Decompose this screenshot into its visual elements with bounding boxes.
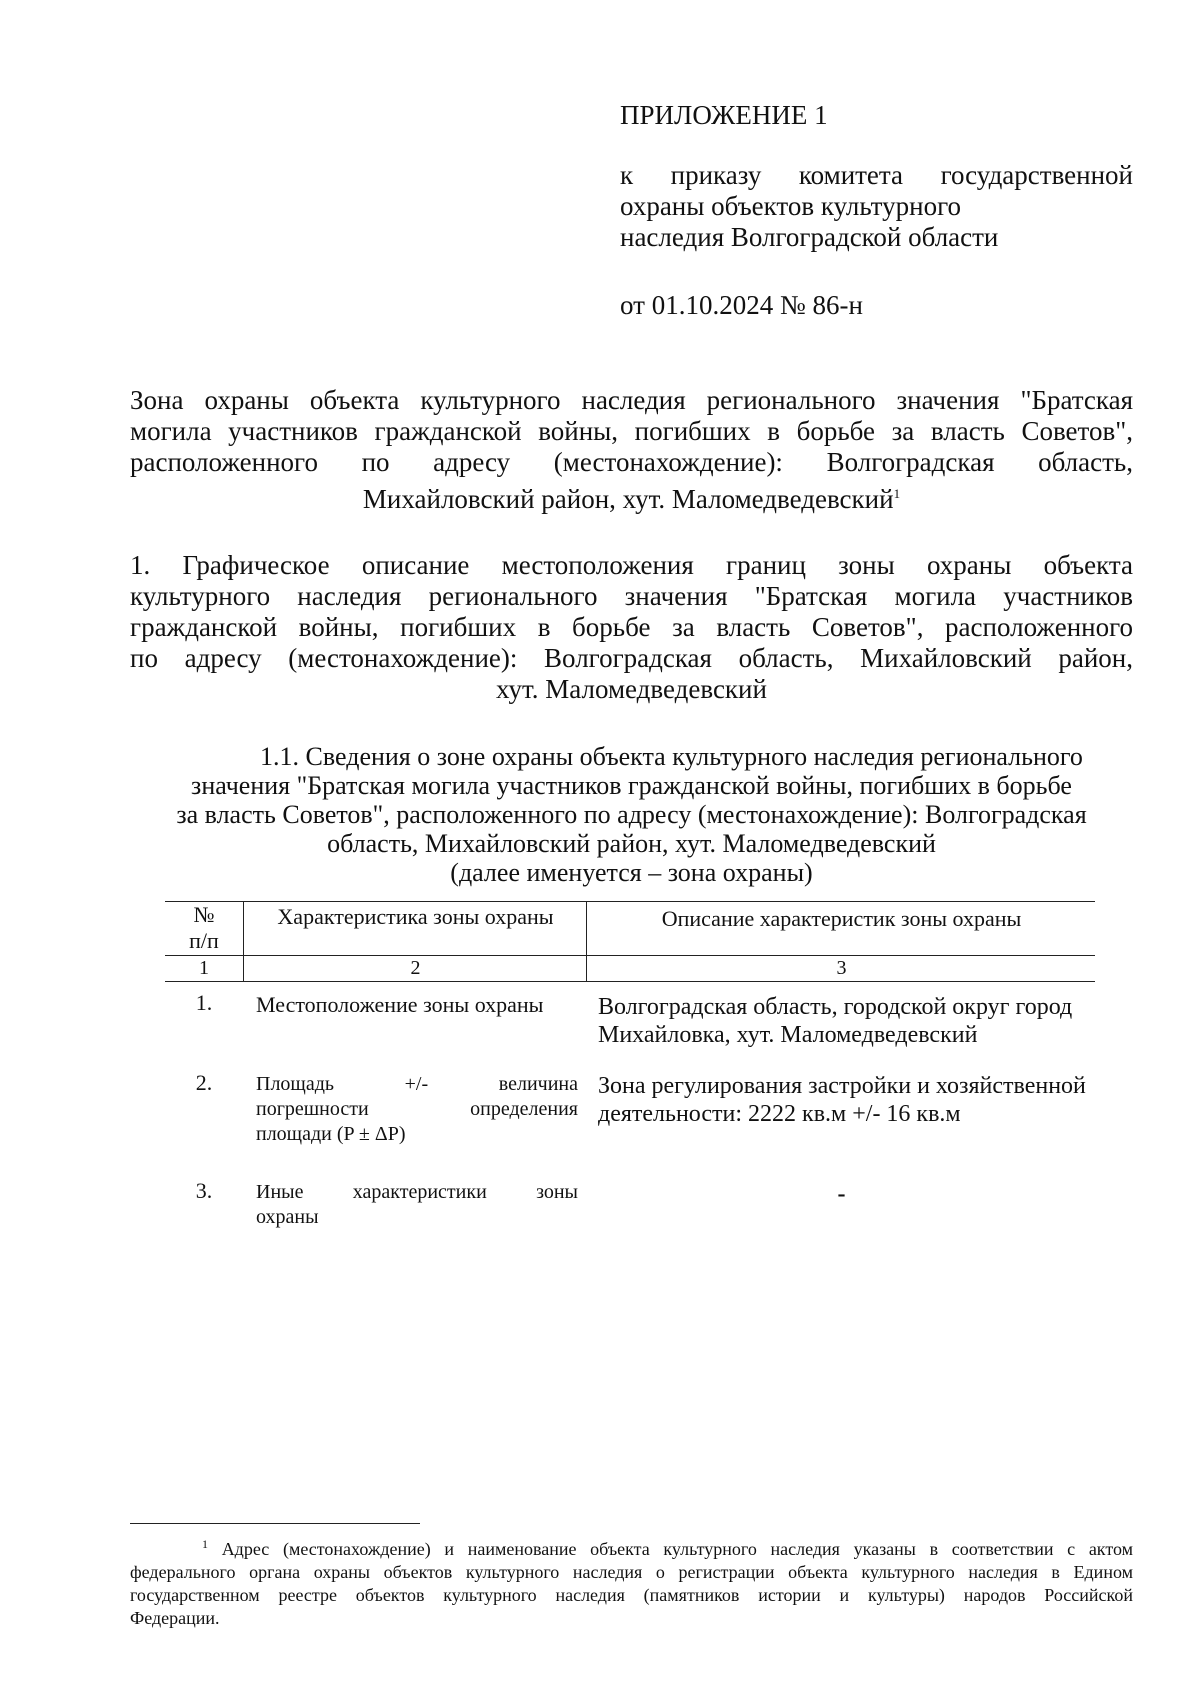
section-1-1-line: область, Михайловский район, хут. Маломедведевский xyxy=(327,829,936,858)
row-description-line: Зона регулирования застройки и хозяйственной xyxy=(598,1073,1086,1099)
section-1-line: культурного наследия регионального значения "Братская могила участников xyxy=(130,581,1133,611)
section-1-line: гражданской войны, погибших в борьбе за власть Советов", расположенного xyxy=(130,612,1133,642)
table-column-divider xyxy=(586,901,587,981)
section-1-line: хут. Маломедведевский xyxy=(496,674,767,704)
header-number xyxy=(165,902,243,954)
section-1-line: по адресу (местонахождение): Волгоградская область, Михайловский район, xyxy=(130,643,1133,673)
title-line: могила участников гражданской войны, погибших в борьбе за власть Советов", xyxy=(130,416,1133,446)
appendix-reference xyxy=(620,160,1133,253)
table-number-row-border xyxy=(165,981,1095,982)
footnote-line: государственном реестре объектов культурного наследия (памятников истории и культуры) народов Российской xyxy=(130,1585,1133,1605)
header-description: Описание характеристик зоны охраны xyxy=(661,906,1022,931)
appendix-date: от 01.10.2024 № 86-н xyxy=(620,290,863,320)
row-description-line: деятельности: 2222 кв.м +/- 16 кв.м xyxy=(598,1101,961,1127)
section-1-line: 1. Графическое описание местоположения границ зоны охраны объекта xyxy=(130,550,1133,580)
row-characteristic-line: Иные характеристики зоны xyxy=(256,1181,578,1203)
table-top-border xyxy=(165,901,1095,902)
appendix-reference-line: охраны объектов культурного xyxy=(620,191,961,221)
title-line: расположенного по адресу (местонахождение): Волгоградская область, xyxy=(130,447,1133,477)
footnote-line xyxy=(130,1533,1133,1561)
section-1-1 xyxy=(130,742,1133,887)
document-title xyxy=(130,385,1133,515)
column-number: 2 xyxy=(410,957,421,979)
row-characteristic-line: Площадь +/- величина xyxy=(256,1073,578,1095)
footnote-separator xyxy=(130,1523,420,1524)
footnote-reference[interactable]: 1 xyxy=(893,486,901,501)
row-description xyxy=(598,993,1095,1049)
footnote-line: Федерации. xyxy=(130,1608,220,1628)
row-description: - xyxy=(837,1181,846,1207)
footnote-line: федерального органа охраны объектов культурного наследия о регистрации объекта культурного наследия в Едином xyxy=(130,1562,1133,1582)
row-description-line: Волгоградская область, городской округ город xyxy=(598,994,1073,1020)
row-number: 1. xyxy=(195,990,213,1015)
column-number: 1 xyxy=(199,957,209,979)
appendix-reference-line: наследия Волгоградской области xyxy=(620,222,999,252)
section-1-1-line: 1.1. Сведения о зоне охраны объекта культурного наследия регионального xyxy=(260,742,1083,771)
title-line: Зона охраны объекта культурного наследия регионального значения "Братская xyxy=(130,385,1133,415)
section-1-1-line: значения "Братская могила участников гражданской войны, погибших в борьбе xyxy=(191,771,1072,800)
row-characteristic-line: погрешности определения xyxy=(256,1098,578,1120)
appendix-reference-line: к приказу комитета государственной xyxy=(620,160,1133,190)
row-characteristic xyxy=(256,1072,578,1147)
row-description xyxy=(598,1072,1095,1128)
footnote-text: Адрес (местонахождение) и наименование объекта культурного наследия указаны в соответствии с актом xyxy=(221,1539,1133,1559)
row-characteristic-line: площади (P ± ΔP) xyxy=(256,1123,406,1145)
header-number-line: № xyxy=(193,902,215,927)
row-characteristic-line: охраны xyxy=(256,1206,319,1228)
title-line xyxy=(130,478,1133,515)
section-1-1-line: за власть Советов", расположенного по адресу (местонахождение): Волгоградская xyxy=(176,800,1087,829)
header-characteristic: Характеристика зоны охраны xyxy=(277,904,554,929)
title-line-text: Михайловский район, хут. Маломедведевский xyxy=(362,484,894,514)
footnote xyxy=(130,1533,1133,1630)
row-characteristic: Местоположение зоны охраны xyxy=(256,992,544,1017)
row-characteristic xyxy=(256,1180,578,1230)
row-number: 2. xyxy=(195,1070,213,1095)
footnote-mark: 1 xyxy=(202,1537,208,1551)
section-1-1-line: (далее именуется – зона охраны) xyxy=(450,858,813,887)
row-description-line: Михайловка, хут. Маломедведевский xyxy=(598,1022,978,1048)
section-1 xyxy=(130,550,1133,705)
header-number-line: п/п xyxy=(189,928,219,953)
appendix-title: ПРИЛОЖЕНИЕ 1 xyxy=(620,100,828,130)
row-number: 3. xyxy=(195,1178,213,1203)
table-column-divider xyxy=(243,901,244,981)
column-number: 3 xyxy=(836,957,847,979)
